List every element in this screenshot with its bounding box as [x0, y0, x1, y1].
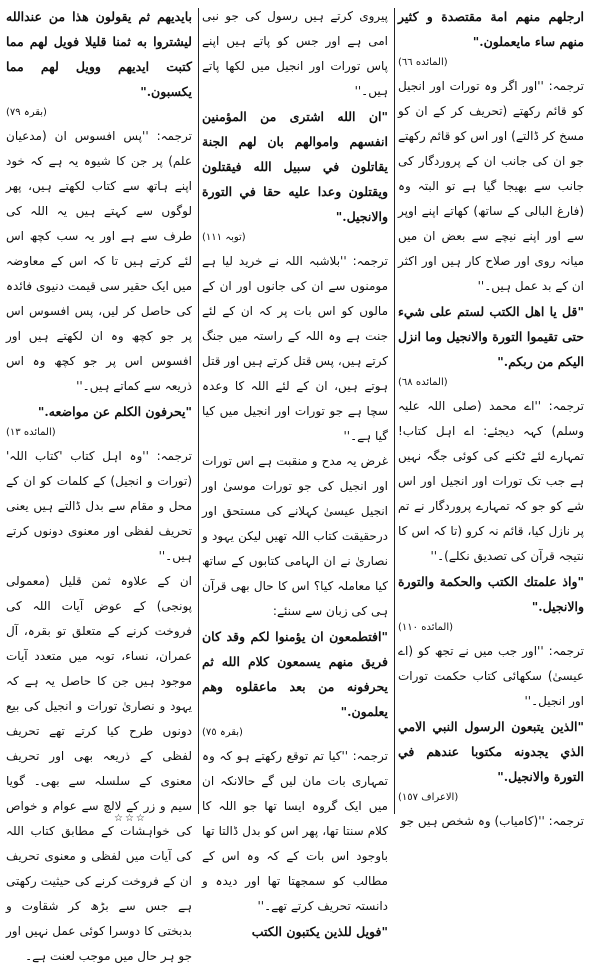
verse-reference: (المائده ١٣) — [6, 427, 56, 438]
verse-reference-line — [398, 619, 584, 637]
verse-reference-line — [6, 104, 192, 122]
urdu-paragraph: ترجمہ: ''پس افسوس ان (مدعیان علم) پر جن کا شیوہ یہ ہے کہ خود اپنے ہاتھ سے کتاب لکھتے ہیں، پھر لوگوں سے کہتے ہیں یہ اللہ کی طرف سے ہے اور یہ سب کچھ اس لئے کرتے ہیں تا کہ اس کے معاوضہ میں ایک حقیر سی قیمت دنیوی فائدہ کی حاصل کر لیں، پس افسوس اس پر جو کچھ وہ ان لکھتے ہیں اور افسوس اس پر جو کچھ وہ اس ذریعہ سے کماتے ہیں۔'' — [6, 129, 192, 393]
column-right — [398, 4, 584, 828]
verse-reference: (المائده ١١٠) — [398, 622, 454, 633]
arabic-verse: "واذ علمتك الكتب والحكمة والتورة والانجيل." — [398, 574, 584, 614]
verse-reference-line — [398, 54, 584, 72]
verse-reference: (توبہ ١١١) — [202, 232, 246, 243]
arabic-verse: "قل يا اهل الكتب لستم على شيء حتى تقيموا التورة والانجيل وما انزل اليكم من ربكم." — [398, 304, 584, 369]
verse-reference: (الاعراف ١٥٧) — [398, 792, 459, 803]
urdu-paragraph: ترجمہ: ''وہ اہل کتاب 'کتاب اللہ' (تورات و انجیل) کے کلمات کو ان کے محل و مقام سے بدل ڈالتے ہیں یعنی تحریف لفظی اور معنوی دونوں کرتے ہیں۔'' — [6, 449, 192, 563]
verse-reference: (بقرہ ٧٩) — [6, 107, 47, 118]
verse-reference-line — [6, 424, 192, 442]
arabic-verse: بايديهم ثم يقولون هذا من عندالله ليشتروا به ثمنا قليلا فويل لهم مما كتبت ايديهم وويل لهم مما يكسبون." — [6, 9, 192, 99]
urdu-paragraph: پیروی کرتے ہیں رسول کی جو نبی امی ہے اور جس کو پاتے ہیں اپنے پاس تورات اور انجیل میں لکھا پاتے ہیں۔'' — [202, 9, 388, 98]
column-divider-right — [394, 8, 395, 814]
arabic-verse: "الذين يتبعون الرسول النبي الامي الذي يجدونه مكتوبا عندهم في التورة والانجيل." — [398, 719, 584, 784]
urdu-paragraph: ان کے علاوہ ثمن قلیل (معمولی پونجی) کے عوض آیات اللہ کی فروخت کرنے کے متعلق تو بقرہ، آل عمران، نساء، توبہ میں متعدد آیات موجود ہیں جن کا حاصل یہ ہے کہ یہود و نصاریٰ تورات و انجیل کی بیع دونوں طرح کیا کرتے تھے تحریف لفظی کے ذریعہ بھی اور تحریف معنوی کے سلسلہ سے بھی۔ گویا سیم و زر کے لالچ سے عوام و خواص کی خواہشات کے مطابق کتاب اللہ کی آیات میں لفظی و معنوی تحریف ان کے فروخت کرنے کی حیثیت رکھتی ہے جس سے بڑھ کر شقاوت و بدبختی کا دوسرا کوئی عمل نہیں اور جو ہر حال میں موجب لعنت ہے۔ — [6, 574, 192, 963]
arabic-verse: ارجلهم منهم امة مقتصدة و كثير منهم ساء مايعملون." — [398, 9, 584, 49]
urdu-paragraph: ترجمہ: ''کیا تم توقع رکھتے ہو کہ وہ تمہاری بات مان لیں گے حالانکہ ان میں ایک گروہ ایسا تھا جو اللہ کا کلام سنتا تھا، پھر اس کو بدل ڈالتا تھا باوجود اس بات کے کہ وہ اس کے مطالب کو سمجھتا تھا اور دیدہ و دانستہ تحریف کرتے تھے۔'' — [202, 749, 388, 913]
verse-reference-line — [202, 724, 388, 742]
verse-reference: (المائده ٦٨) — [398, 377, 448, 388]
urdu-paragraph: ترجمہ: ''اور اگر وہ تورات اور انجیل کو قائم رکھتے (تحریف کر کے ان کو مسخ کر ڈالتے) اور اس کو قائم رکھتے جو ان کی جانب ان کے پروردگار کی جانب سے بھیجا گیا ہے تو البتہ وہ (فارغ البالی کے ساتھ) کھاتے اپنے اوپر سے اور اپنے نیچے سے بعض ان میں میانہ روی اور صلاح کار ہیں اور اکثر ان کے بد عمل ہیں۔'' — [398, 79, 584, 293]
arabic-verse: "فويل للذين يكتبون الكتب — [251, 924, 388, 939]
urdu-paragraph: غرض یہ مدح و منقبت ہے اس تورات اور انجیل کی جو تورات موسیٰ اور انجیل عیسیٰ کہلانے کی مستحق اور درحقیقت کتاب اللہ تھیں لیکن یہود و نصاریٰ نے ان الہامی کتابوں کے ساتھ کیا معاملہ کیا؟ اس کا حال بھی قرآن ہی کی زبان سے سنئے: — [202, 454, 388, 618]
verse-reference-line — [202, 229, 388, 247]
footer-ornament: ☆☆☆ — [114, 813, 147, 824]
urdu-paragraph: ترجمہ: ''(کامیاب) وہ شخص ہیں جو — [400, 814, 584, 828]
arabic-verse: "افتطمعون ان يؤمنوا لكم وقد كان فريق منهم يسمعون كلام الله ثم يحرفونه من بعد ماعقلوه وهم يعلمون." — [202, 629, 388, 719]
column-middle — [201, 4, 388, 939]
urdu-paragraph: ترجمہ: ''اور جب میں نے تجھ کو (اے عیسیٰ) سکھائی کتاب حکمت تورات اور انجیل۔'' — [398, 644, 584, 708]
arabic-verse: "ان الله اشترى من المؤمنين انفسهم واموالهم بان لهم الجنة يقاتلون في سبيل الله فيقتلون ويقتلون وعدا عليه حقا في التورة والانجيل." — [202, 109, 388, 224]
verse-reference-line — [398, 789, 584, 807]
column-divider-left — [198, 8, 199, 814]
verse-reference: (بقرہ ٧٥) — [202, 727, 243, 738]
urdu-paragraph: ترجمہ: ''بلاشبہ اللہ نے خرید لیا ہے مومنوں سے ان کی جانوں اور ان کے مالوں کو اس بات پر کہ ان کے لئے جنت ہے وہ اللہ کے راستہ میں جنگ کرتے ہیں، پس قتل کرتے ہیں اور قتل ہوتے ہیں، ان کے لئے اللہ کا وعدہ سچا ہے جو تورات اور انجیل میں کیا گیا ہے۔'' — [201, 254, 388, 443]
column-left — [6, 4, 192, 963]
verse-reference: (المائده ٦٦) — [398, 57, 448, 68]
arabic-verse: "يحرفون الكلم عن مواضعه." — [37, 404, 192, 419]
book-page — [6, 4, 584, 963]
verse-reference-line — [398, 374, 584, 392]
urdu-paragraph: ترجمہ: ''اے محمد (صلی اللہ علیہ وسلم) کہہ دیجئے: اے اہل کتاب! تمہارے لئے ٹکنے کی کوئی جگہ نہیں ہے جب تک تورات اور انجیل اور اس شے کو جو کہ تمہارے پروردگار نے تم پر نازل کیا، قائم نہ کرو (تا کہ اس کا نتیجہ قرآن کی تصدیق نکلے)۔'' — [398, 399, 584, 563]
